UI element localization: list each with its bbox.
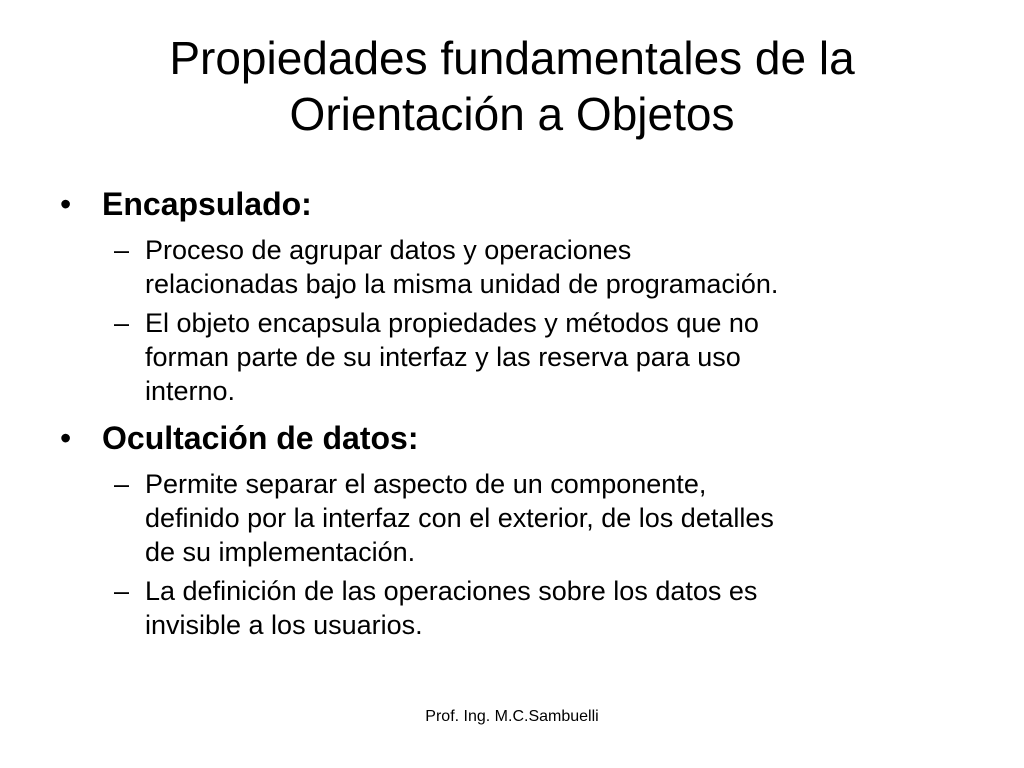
slide-footer: Prof. Ing. M.C.Sambuelli [425,708,599,725]
sub-item-line: interno. [145,376,236,406]
sub-item-line: forman parte de su interfaz y las reserva para uso [145,342,741,372]
sub-item-line: La definición de las operaciones sobre los datos es [145,576,758,606]
sub-item-line: de su implementación. [145,537,416,567]
slide-title [40,30,984,142]
sub-list [60,233,980,408]
bullet-heading: Ocultación de datos: [102,420,419,456]
bullet-heading: Encapsulado: [102,186,312,222]
slide-title-line-2: Orientación a Objetos [289,88,735,140]
sub-list [60,467,980,642]
sub-item [60,306,980,408]
section-ocultacion-de-datos [60,418,980,642]
dash-icon: – [114,308,130,338]
sub-item [60,467,980,569]
bullet-icon: • [60,186,72,222]
sub-item-line: Permite separar el aspecto de un componente, [145,469,707,499]
slide-body [60,184,980,642]
dash-icon: – [114,469,130,499]
bullet-item [60,418,980,458]
bullet-item [60,184,980,224]
sub-item-line: invisible a los usuarios. [145,610,423,640]
sub-item-line: definido por la interfaz con el exterior, de los detalles [145,503,774,533]
sub-item-line: relacionadas bajo la misma unidad de programación. [145,269,779,299]
sub-item [60,574,980,642]
sub-item-line: El objeto encapsula propiedades y métodos que no [145,308,759,338]
section-encapsulado [60,184,980,408]
dash-icon: – [114,235,130,265]
slide-title-line-1: Propiedades fundamentales de la [169,32,855,84]
sub-item [60,233,980,301]
dash-icon: – [114,576,130,606]
bullet-icon: • [60,420,72,456]
sub-item-line: Proceso de agrupar datos y operaciones [145,235,632,265]
